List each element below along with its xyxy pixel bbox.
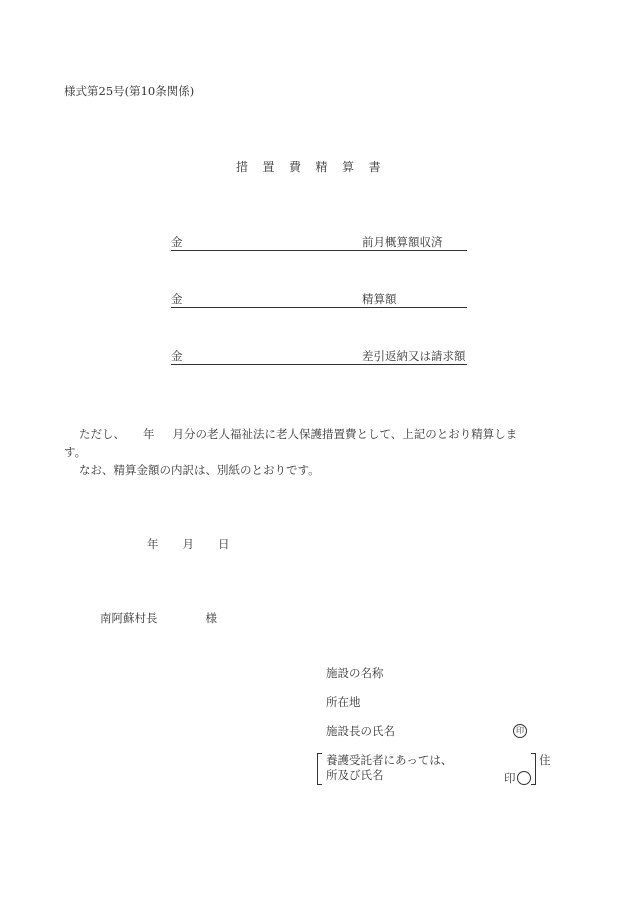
form-number: 様式第25号(第10条関係) — [64, 84, 195, 98]
body-paragraph-1: ただし、 年 月分の老人福祉法に老人保護措置費として、上記のとおり精算しま — [79, 427, 518, 441]
entrusted-line-2: 所及び氏名 — [326, 768, 384, 782]
amount-prefix: 金 — [171, 235, 183, 249]
amount-row-settlement[interactable] — [171, 291, 467, 308]
date-day: 日 — [218, 537, 230, 551]
addressee — [100, 613, 217, 625]
date-line — [147, 539, 230, 551]
title-char: 措 — [236, 160, 249, 174]
seal-circle-icon — [517, 771, 531, 785]
address-label: 所在地 — [326, 695, 361, 709]
amount-label: 前月概算額収済 — [362, 235, 443, 249]
body-paragraph-2: なお、精算金額の内訳は、別紙のとおりです。 — [79, 463, 320, 477]
title-char: 精 — [315, 160, 328, 174]
director-name-label: 施設長の氏名 — [326, 724, 395, 738]
title-char: 算 — [342, 160, 355, 174]
amount-row-difference[interactable] — [171, 348, 467, 365]
amount-row-prior-advance[interactable] — [171, 234, 467, 251]
title-char: 書 — [368, 160, 381, 174]
facility-name-label: 施設の名称 — [326, 666, 384, 680]
seal-icon: 印 — [513, 724, 527, 738]
amount-label: 精算額 — [362, 292, 397, 306]
date-month: 月 — [182, 537, 194, 551]
entrusted-block — [317, 753, 549, 785]
body-text — [64, 425, 584, 479]
title-char: 費 — [289, 160, 302, 174]
document-title — [236, 161, 395, 174]
addressee-honorific: 様 — [205, 611, 217, 625]
right-bracket — [531, 753, 536, 785]
year-blank: 年 — [143, 427, 155, 441]
entrusted-after: 住 — [539, 753, 551, 767]
amount-label: 差引返納又は請求額 — [362, 349, 466, 363]
body-paragraph-1-wrap: す。 — [64, 445, 87, 459]
entrusted-line-1: 養護受託者にあっては、 — [326, 753, 453, 767]
amount-prefix: 金 — [171, 292, 183, 306]
addressee-name: 南阿蘇村長 — [100, 611, 158, 625]
title-char: 置 — [262, 160, 275, 174]
amount-prefix: 金 — [171, 349, 183, 363]
date-year: 年 — [147, 537, 159, 551]
left-bracket — [317, 753, 322, 785]
entrusted-seal: 印 — [504, 770, 531, 786]
